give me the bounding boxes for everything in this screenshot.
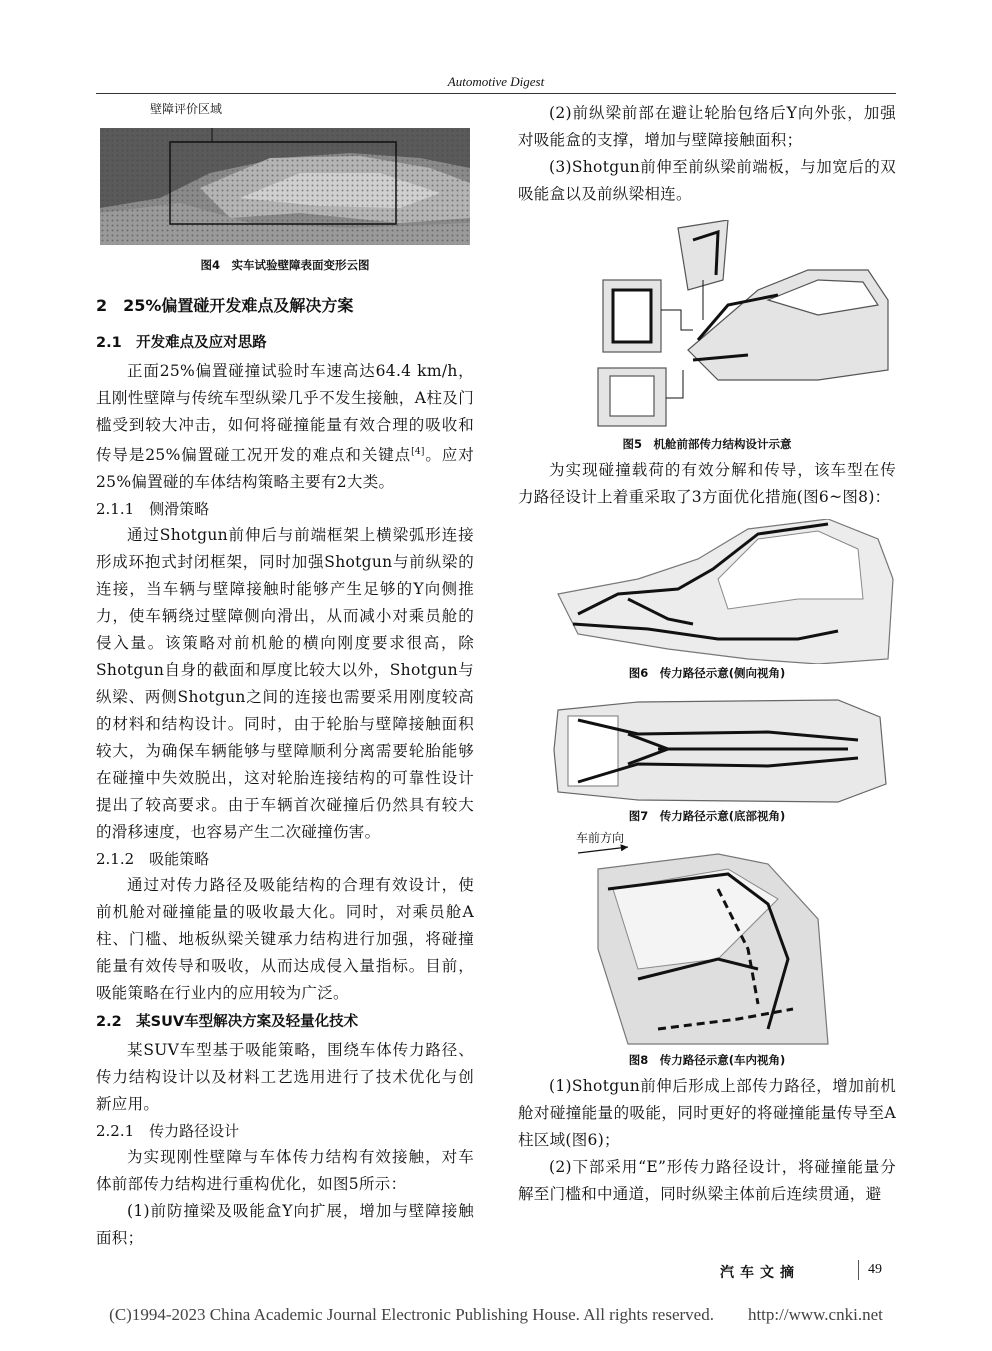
section-2-2-heading: 2.2 某SUV车型解决方案及轻量化技术	[96, 1014, 359, 1031]
header-rule	[96, 93, 896, 94]
figure-8	[518, 829, 896, 1051]
list-item-2: (2)前纵梁前部在避让轮胎包络后Y向外张，加强对吸能盒的支撑，增加与壁障接触面积；	[518, 104, 896, 149]
section-2-2-1-heading: 2.2.1 传力路径设计	[96, 1122, 240, 1141]
figure-4-caption: 图4 实车试验壁障表面变形云图	[200, 258, 370, 272]
citation-ref: [4]	[411, 447, 425, 457]
paragraph-intro-text: 正面25%偏置碰撞试验时车速高达64.4 km/h，且刚性壁障与传统车型纵梁几乎不发生接触，A柱及门槛受到较大冲击，如何将碰撞能量有效合理的吸收和传导是25%偏置碰工况开发的难点和关键点	[96, 362, 474, 465]
paragraph-slide-strategy: 通过Shotgun前伸后与前端框架上横梁弧形连接形成环抱式封闭框架，同时加强Shotgun与前纵梁的连接，当车辆与壁障接触时能够产生足够的Y向侧推力，使车辆绕过壁障侧向滑出，从而减小对乘员舱的侵入量。该策略对前机舱的横向刚度要求很高，除Shotgun自身的截面和厚度比较大以外，Shotgun与纵梁、两侧Shotgun之间的连接也需要采用刚度较高的材料和结构设计。同时，由于轮胎与壁障接触面积较大，为确保车辆能够与壁障顺利分离需要轮胎能够在碰撞中失效脱出，这对轮胎连接结构的可靠性设计提出了较高要求。由于车辆首次碰撞后仍然具有较大的滑移速度，也容易产生二次碰撞伤害。	[96, 526, 474, 842]
figure-5	[518, 220, 896, 435]
left-column	[96, 100, 474, 1252]
paragraph-measure-1: (1)Shotgun前伸后形成上部传力路径，增加前机舱对碰撞能量的吸能，同时更好的将碰撞能量传导至A柱区域(图6)；	[518, 1077, 896, 1149]
paragraph-intro	[96, 358, 474, 496]
figure-4-label: 壁障评价区域	[150, 102, 223, 116]
footer-divider	[858, 1260, 859, 1280]
paragraph-suv: 某SUV车型基于吸能策略，围绕车体传力路径、传力结构设计以及材料工艺选用进行了技术优化与创新应用。	[96, 1041, 474, 1114]
figure-4	[96, 100, 474, 250]
list-item-3: (3)Shotgun前伸至前纵梁前端板，与加宽后的双吸能盒以及前纵梁相连。	[518, 158, 896, 203]
figure-8-caption: 图8 传力路径示意(车内视角)	[628, 1053, 786, 1067]
right-column	[518, 100, 896, 1208]
copyright-watermark: (C)1994-2023 China Academic Journal Electronic Publishing House. All rights reserved. http://www.cnki.net	[109, 1305, 883, 1324]
section-2-1-2-heading: 2.1.2 吸能策略	[96, 850, 210, 869]
running-header: Automotive Digest	[447, 74, 545, 89]
figure-6-image	[518, 519, 896, 664]
figure-6-caption: 图6 传力路径示意(侧向视角)	[628, 666, 786, 680]
list-item-1: (1)前防撞梁及吸能盒Y向扩展，增加与壁障接触面积；	[96, 1202, 474, 1248]
section-2-1-heading: 2.1 开发难点及应对思路	[96, 335, 267, 351]
figure-6	[518, 519, 896, 664]
figure-7	[518, 692, 896, 807]
figure-7-caption: 图7 传力路径示意(底部视角)	[628, 809, 786, 823]
paragraph-load-measures: 为实现碰撞载荷的有效分解和传导，该车型在传力路径设计上着重采取了3方面优化措施(图6~图8)：	[518, 461, 896, 506]
figure-5-image	[518, 220, 896, 435]
paragraph-measure-2: (2)下部采用“E”形传力路径设计，将碰撞能量分解至门槛和中通道，同时纵梁主体前后连续贯通，避	[518, 1158, 896, 1203]
footer-journal-title: 汽车文摘	[720, 1265, 800, 1281]
paragraph-load-path: 为实现刚性壁障与车体传力结构有效接触，对车体前部传力结构进行重构优化，如图5所示：	[96, 1148, 474, 1194]
figure-5-caption: 图5 机舱前部传力结构设计示意	[622, 437, 792, 451]
figure-8-image	[518, 829, 896, 1051]
figure-7-image	[518, 692, 896, 807]
figure-8-label: 车前方向	[576, 831, 625, 845]
page-number: 49	[868, 1262, 882, 1277]
section-2-heading: 2 25%偏置碰开发难点及解决方案	[96, 296, 354, 315]
figure-4-image	[100, 128, 470, 248]
paragraph-absorb-strategy: 通过对传力路径及吸能结构的合理有效设计，使前机舱对碰撞能量的吸收最大化。同时，对乘员舱A柱、门槛、地板纵梁关键承力结构进行加强，将碰撞能量有效传导和吸收，从而达成侵入量指标。目前，吸能策略在行业内的应用较为广泛。	[96, 876, 474, 1003]
section-2-1-1-heading: 2.1.1 侧滑策略	[96, 500, 210, 519]
paragraph-intro-tail: 。应对25%偏置碰的车体结构策略主要有2大类。	[96, 446, 475, 492]
